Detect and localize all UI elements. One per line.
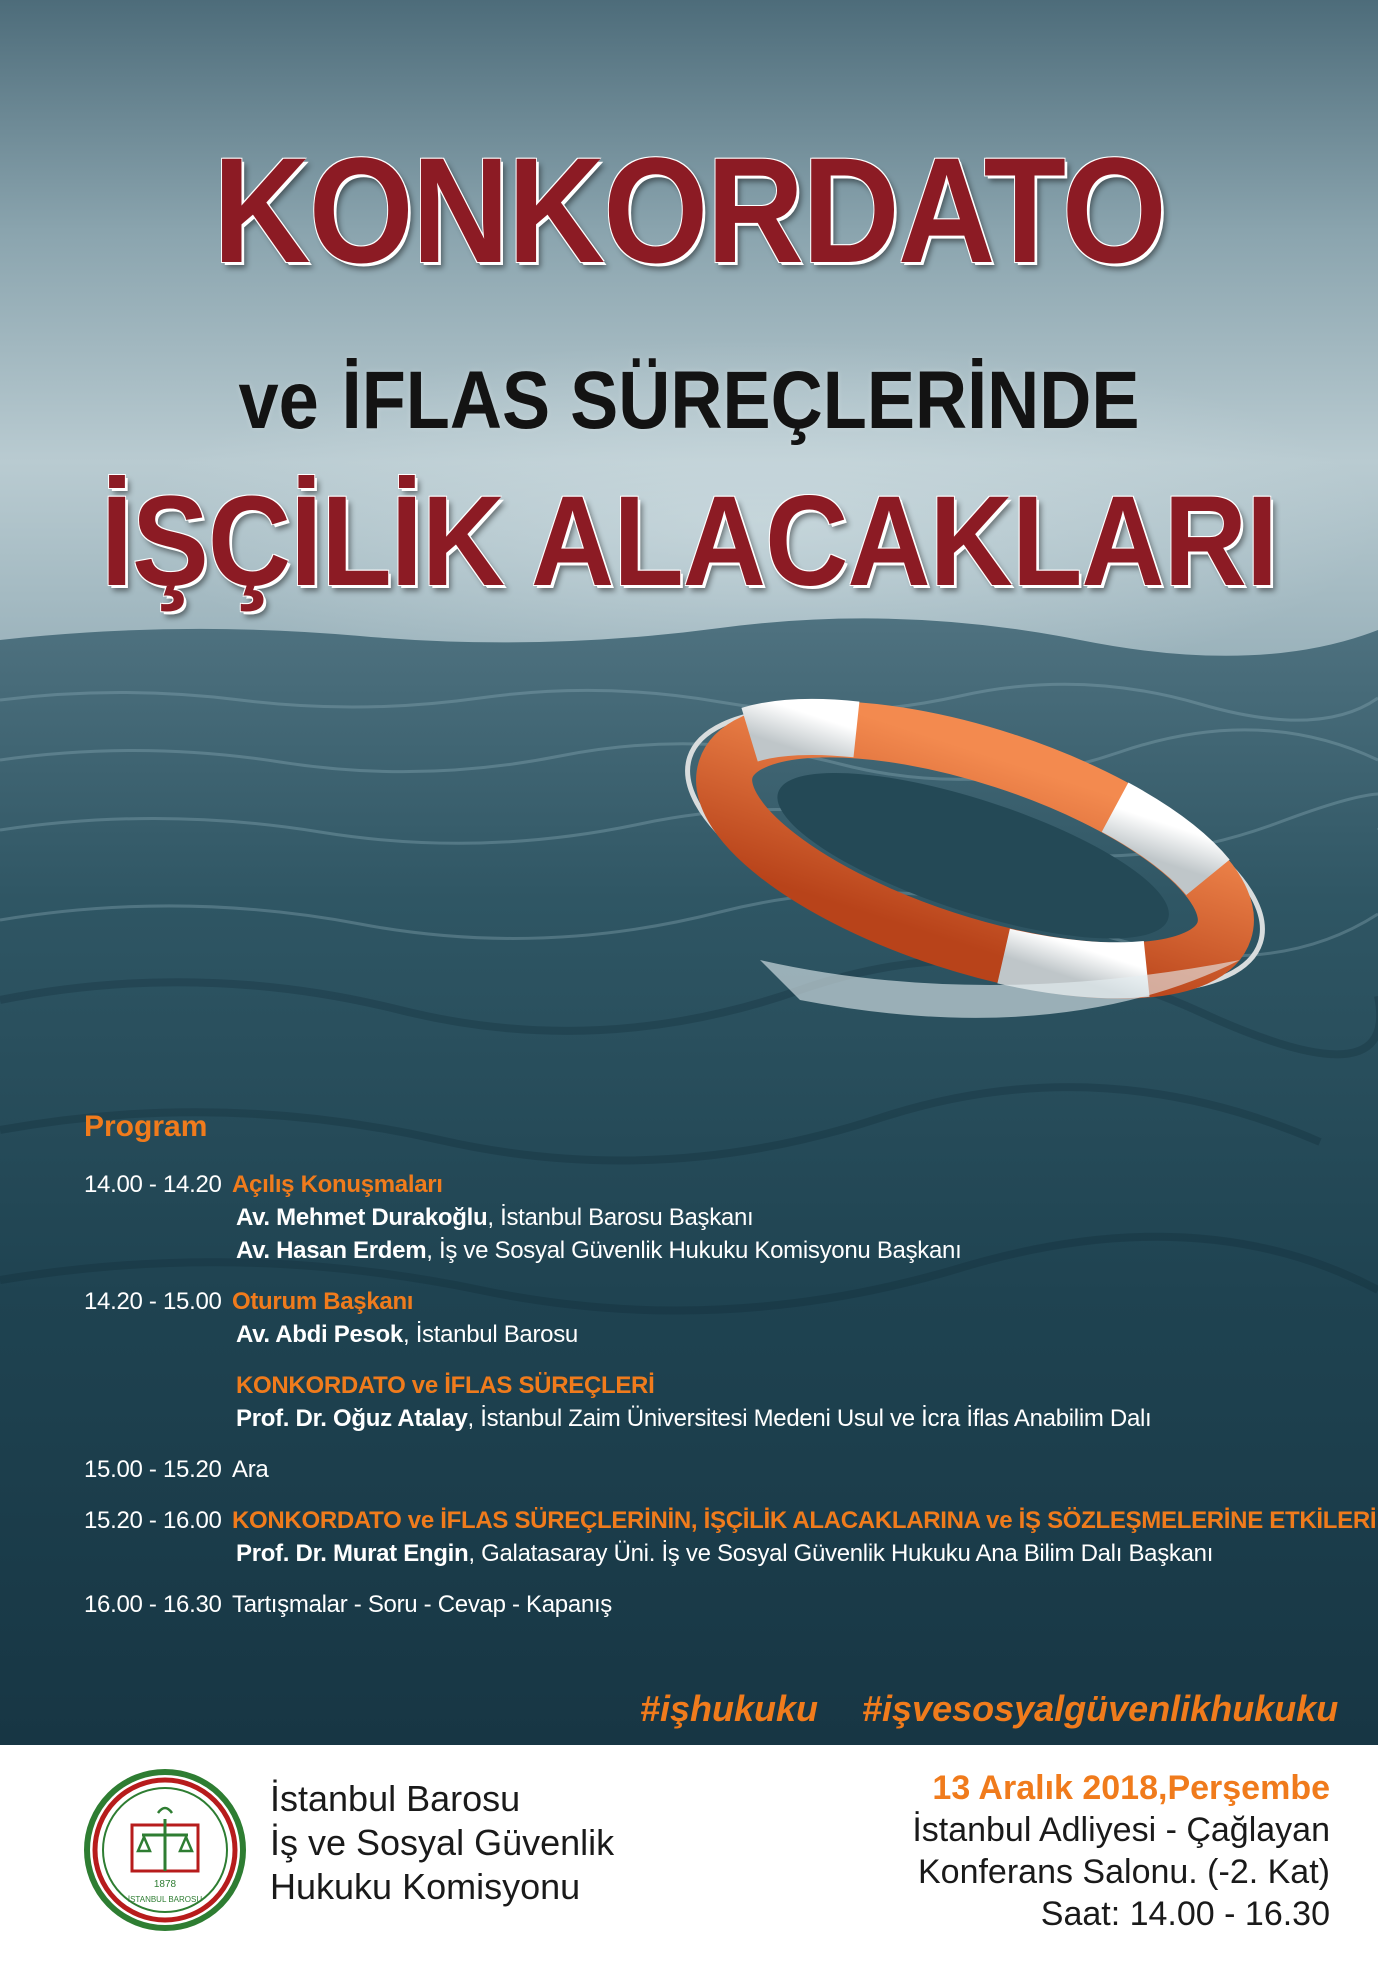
speaker-role: , İş ve Sosyal Güvenlik Hukuku Komisyonu Başkanı [426, 1237, 962, 1264]
speaker-role: , Galatasaray Üni. İş ve Sosyal Güvenlik Hukuku Ana Bilim Dalı Başkanı [468, 1540, 1214, 1567]
session-title: KONKORDATO ve İFLAS SÜREÇLERİ [236, 1372, 655, 1399]
event-info [912, 1767, 1330, 1935]
session [84, 1285, 1334, 1351]
organizer-line: Hukuku Komisyonu [270, 1866, 581, 1907]
session [84, 1168, 1334, 1267]
istanbul-barosu-logo [82, 1767, 248, 1933]
organizer-line: İstanbul Barosu [270, 1778, 521, 1819]
title-sub [83, 355, 1296, 446]
speaker-name: Prof. Dr. Oğuz Atalay [236, 1405, 468, 1432]
session-time: 14.00 - 14.20 [84, 1171, 222, 1198]
session [84, 1453, 1334, 1486]
speaker-name: Av. Abdi Pesok [236, 1321, 403, 1348]
organizer-line: İş ve Sosyal Güvenlik [270, 1822, 615, 1863]
speaker-role: , İstanbul Zaim Üniversitesi Medeni Usul ve İcra İflas Anabilim Dalı [467, 1405, 1152, 1432]
title-sub-rest: İFLAS SÜREÇLERİNDE [341, 355, 1140, 446]
logo-year: 1878 [153, 1879, 177, 1890]
footer [0, 1745, 1378, 1969]
session-time: 14.20 - 15.00 [84, 1288, 222, 1315]
program-section [84, 1110, 1377, 1639]
session [84, 1588, 1334, 1621]
hashtags [0, 1688, 1378, 1732]
logo-text: İSTANBUL BAROSU [127, 1895, 203, 1904]
session-title: Oturum Başkanı [232, 1288, 414, 1315]
speaker-name: Av. Mehmet Durakoğlu [236, 1204, 488, 1231]
session-time: 16.00 - 16.30 [84, 1591, 222, 1618]
session-title: KONKORDATO ve İFLAS SÜREÇLERİNİN, İŞÇİLİK ALACAKLARINA ve İŞ SÖZLEŞMELERİNE ETKİLERİ [232, 1507, 1377, 1534]
session [84, 1504, 1377, 1570]
title-sub-ve: ve [238, 355, 319, 446]
session-plain: Tartışmalar - Soru - Cevap - Kapanış [232, 1591, 613, 1618]
session-time: 15.20 - 16.00 [84, 1507, 222, 1534]
title-main: KONKORDATO [212, 126, 1165, 294]
session [84, 1369, 1334, 1435]
organizer-block [270, 1777, 614, 1909]
event-venue: İstanbul Adliyesi - Çağlayan [912, 1811, 1330, 1849]
event-time: Saat: 14.00 - 16.30 [1040, 1895, 1330, 1933]
program-heading: Program [84, 1110, 208, 1143]
session-title: Açılış Konuşmaları [232, 1171, 443, 1198]
speaker-role: , İstanbul Barosu [402, 1321, 578, 1348]
speaker-role: , İstanbul Barosu Başkanı [487, 1204, 754, 1231]
session-time: 15.00 - 15.20 [84, 1456, 222, 1483]
session-plain: Ara [232, 1456, 269, 1483]
speaker-name: Prof. Dr. Murat Engin [236, 1540, 469, 1567]
hashtag: #işvesosyalgüvenlikhukuku [862, 1688, 1339, 1729]
event-date: 13 Aralık 2018,Perşembe [932, 1769, 1330, 1807]
event-venue: Konferans Salonu. (-2. Kat) [917, 1853, 1330, 1891]
speaker-name: Av. Hasan Erdem [236, 1237, 427, 1264]
hashtag: #işhukuku [640, 1688, 819, 1729]
title-third: İŞÇİLİK ALACAKLARI [100, 470, 1278, 613]
